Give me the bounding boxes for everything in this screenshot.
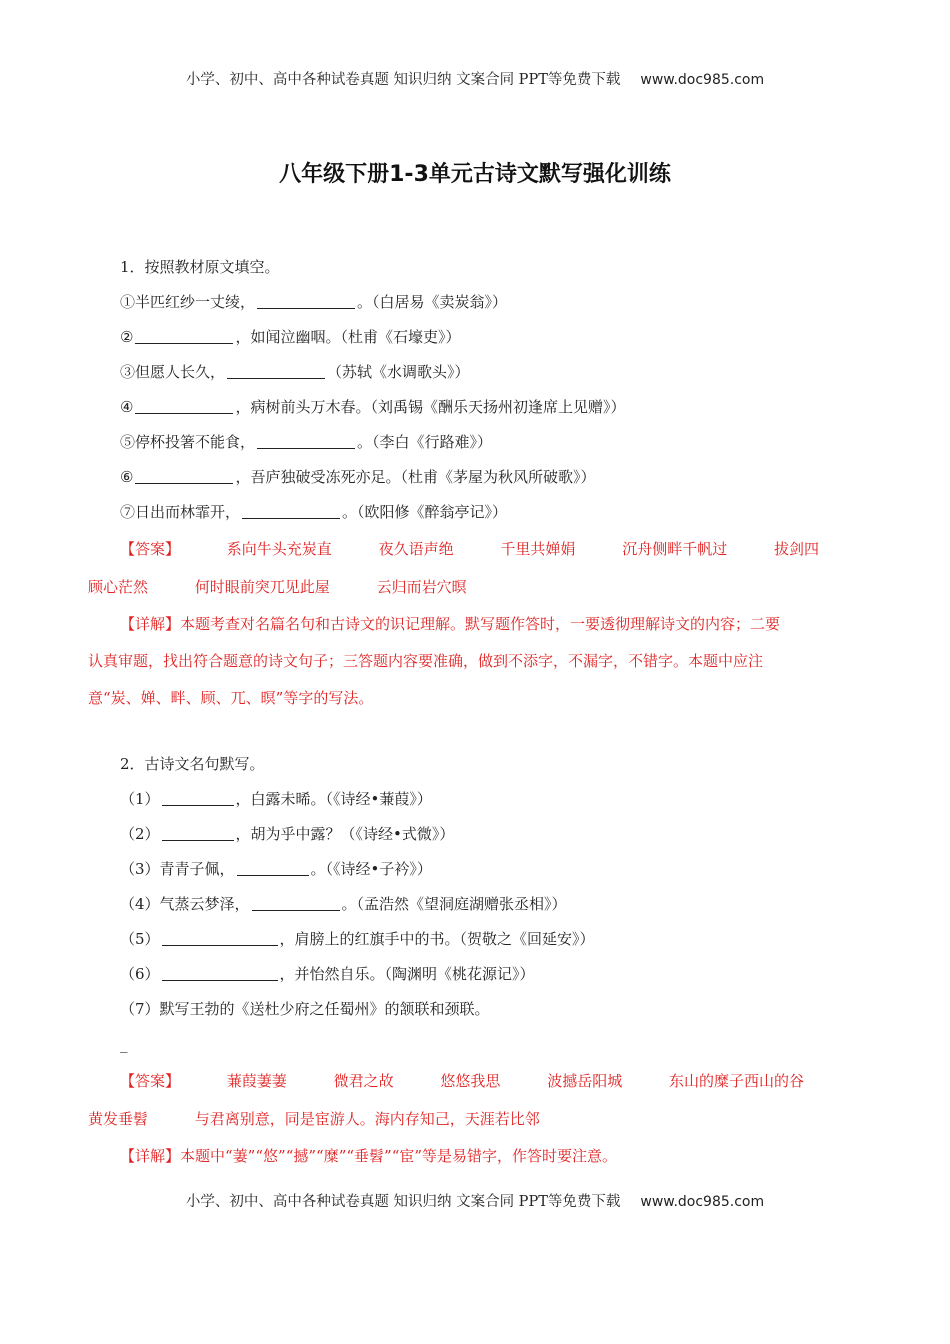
q1-item-1-post: 。（白居易《卖炭翁》） — [357, 293, 508, 311]
q1-answer-6: 何时眼前突兀见此屋 — [194, 578, 330, 596]
q1-blank-4[interactable] — [135, 395, 233, 414]
q2-item-7: （7）默写王勃的《送杜少府之任蜀州》的颔联和颈联。 — [120, 1000, 490, 1018]
q1-item-4-pre: ④ — [120, 398, 134, 416]
q2-item-5-pre: （5） — [120, 930, 160, 948]
q1-blank-1[interactable] — [257, 290, 355, 309]
q2-item-3-post: 。（《诗经•子衿》） — [310, 860, 432, 878]
q2-item-3 — [88, 852, 863, 887]
q1-item-7-post: 。（欧阳修《醉翁亭记》） — [342, 503, 508, 521]
q1-answer-label: 【答案】 — [120, 540, 181, 558]
q1-item-3-post: （苏轼《水调歌头》） — [327, 363, 470, 381]
q2-item-1 — [88, 782, 863, 817]
header-text: 小学、初中、高中各种试卷真题 知识归纳 文案合同 PPT等免费下载 — [185, 72, 621, 88]
q1-answer-4: 沉舟侧畔千帆过 — [622, 540, 728, 558]
q1-blank-7[interactable] — [242, 500, 340, 519]
q1-answer-2: 夜久语声绝 — [378, 540, 454, 558]
q2-item-2-pre: （2） — [120, 825, 160, 843]
q1-detail-line-2: 认真审题，找出符合题意的诗文句子；三答题内容要准确，做到不添字，不漏字，不错字。本题中应注 — [88, 652, 764, 670]
q1-item-2-pre: ② — [120, 328, 134, 346]
q1-answer-5a: 拔剑四 — [773, 540, 819, 558]
q1-answer-3: 千里共婵娟 — [500, 540, 576, 558]
q1-item-3-pre: ③但愿人长久， — [120, 363, 226, 381]
page-header — [0, 68, 950, 89]
q2-blank-6[interactable] — [162, 962, 278, 981]
q2-answer-line-2 — [88, 1100, 863, 1138]
q2-answer-7: 与君离别意，同是宦游人。海内存知己，天涯若比邻 — [194, 1110, 540, 1128]
question-1 — [88, 250, 863, 717]
q2-item-3-pre: （3）青青子佩， — [120, 860, 235, 878]
q2-blank-5[interactable] — [162, 927, 278, 946]
q2-item-4-post: 。（孟浩然《望洞庭湖赠张丞相》） — [341, 895, 567, 913]
q1-item-2 — [88, 320, 863, 355]
q1-detail-line-3: 意“炭、婵、畔、顾、兀、暝”等字的写法。 — [88, 689, 374, 707]
q2-item-4 — [88, 887, 863, 922]
q1-answer-line-1 — [88, 530, 863, 568]
q2-stem: 2．古诗文名句默写。 — [120, 755, 265, 773]
q1-item-6 — [88, 460, 863, 495]
q2-item-1-pre: （1） — [120, 790, 160, 808]
q2-item-2-post: ，胡为乎中露？（《诗经•式微》） — [235, 825, 455, 843]
q1-item-7-pre: ⑦日出而林霏开， — [120, 503, 241, 521]
q1-item-4 — [88, 390, 863, 425]
q2-blank-4[interactable] — [252, 892, 340, 911]
q1-detail-line-1 — [88, 606, 863, 643]
q2-blank-1[interactable] — [162, 787, 234, 806]
document-title: 八年级下册1-3单元古诗文默写强化训练 — [279, 162, 671, 187]
q2-item-5-post: ，肩膀上的红旗手中的书。（贺敬之《回延安》） — [279, 930, 595, 948]
q2-blank-3[interactable] — [237, 857, 309, 876]
q2-answer-5: 东山的糜子西山的谷 — [668, 1072, 804, 1090]
q2-answer-line-1 — [88, 1062, 863, 1100]
q2-answer-2: 微君之故 — [333, 1072, 394, 1090]
q2-item-5 — [88, 922, 863, 957]
q1-item-6-post: ，吾庐独破受冻死亦足。（杜甫《茅屋为秋风所破歌》） — [235, 468, 596, 486]
q1-stem: 1．按照教材原文填空。 — [120, 258, 280, 276]
q1-item-2-post: ，如闻泣幽咽。（杜甫《石壕吏》） — [235, 328, 461, 346]
q1-item-3 — [88, 355, 863, 390]
q1-detail-label: 【详解】 — [120, 615, 181, 633]
q2-item-4-pre: （4）气蒸云梦泽， — [120, 895, 250, 913]
q1-answer-7: 云归而岩穴暝 — [376, 578, 467, 596]
footer-text: 小学、初中、高中各种试卷真题 知识归纳 文案合同 PPT等免费下载 — [185, 1194, 621, 1210]
q2-item-6 — [88, 957, 863, 992]
q2-detail-text: 本题中“萋”“悠”“撼”“糜”“垂髫”“宦”等是易错字，作答时要注意。 — [180, 1147, 618, 1165]
q2-item-6-post: ，并怡然自乐。（陶渊明《桃花源记》） — [279, 965, 535, 983]
q1-item-1 — [88, 285, 863, 320]
q1-item-5-pre: ⑤停杯投箸不能食， — [120, 433, 256, 451]
question-2 — [88, 747, 863, 1175]
page-footer — [0, 1190, 950, 1211]
header-url[interactable]: www.doc985.com — [640, 72, 765, 88]
q1-answer-line-2 — [88, 568, 863, 606]
q2-item-6-pre: （6） — [120, 965, 160, 983]
q2-item-2 — [88, 817, 863, 852]
q1-item-7 — [88, 495, 863, 530]
footer-url[interactable]: www.doc985.com — [640, 1194, 765, 1210]
q1-item-1-pre: ①半匹红纱一丈绫， — [120, 293, 256, 311]
q2-detail-line — [88, 1138, 863, 1175]
q1-item-5-post: 。（李白《行路难》） — [357, 433, 493, 451]
q2-answer-4: 波撼岳阳城 — [547, 1072, 623, 1090]
q2-answer-dash: _ — [120, 1035, 128, 1053]
q2-answer-1: 蒹葭萋萋 — [226, 1072, 287, 1090]
q1-detail-text-1: 本题考查对名篇名句和古诗文的识记理解。默写题作答时，一要透彻理解诗文的内容；二要 — [180, 615, 781, 633]
q1-blank-6[interactable] — [135, 465, 233, 484]
q1-item-6-pre: ⑥ — [120, 468, 134, 486]
q1-blank-2[interactable] — [135, 325, 233, 344]
q1-answer-5b: 顾心茫然 — [88, 578, 149, 596]
q2-answer-label: 【答案】 — [120, 1072, 181, 1090]
q2-blank-2[interactable] — [162, 822, 234, 841]
q2-detail-label: 【详解】 — [120, 1147, 181, 1165]
q1-blank-3[interactable] — [227, 360, 325, 379]
q1-answer-1: 系向牛头充炭直 — [226, 540, 332, 558]
q1-item-5 — [88, 425, 863, 460]
q2-answer-3: 悠悠我思 — [440, 1072, 501, 1090]
q1-item-4-post: ，病树前头万木春。（刘禹锡《酬乐天扬州初逢席上见赠》） — [235, 398, 626, 416]
q1-blank-5[interactable] — [257, 430, 355, 449]
q2-answer-6: 黄发垂髫 — [88, 1110, 149, 1128]
q2-item-1-post: ，白露未晞。（《诗经•蒹葭》） — [235, 790, 432, 808]
